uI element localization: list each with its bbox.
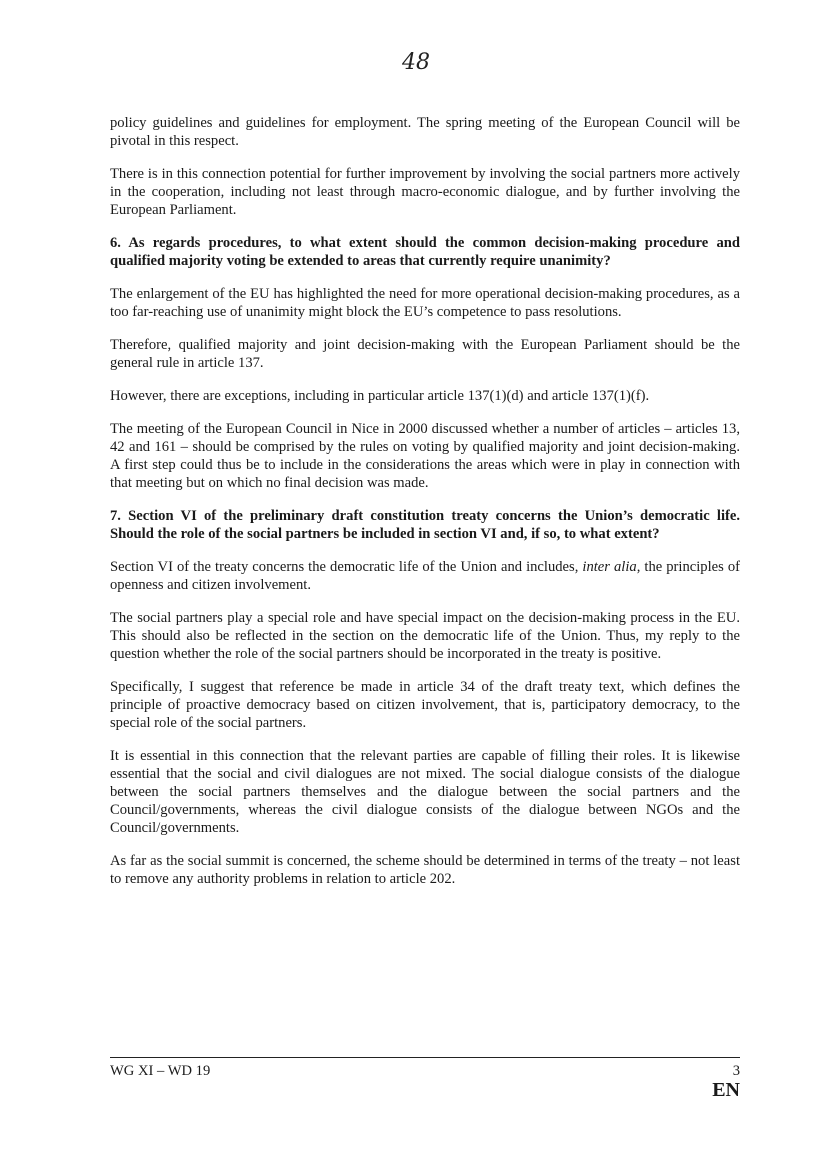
paragraph: However, there are exceptions, including in particular article 137(1)(d) and article 137(1)(f).: [110, 388, 650, 404]
paragraph: The meeting of the European Council in Nice in 2000 discussed whether a number of articles – articles 13, 42 and 161 – should be comprised by the rules on voting by qualified majority and joint decision-making. A first step could thus be to include in the considerations the areas which were in play in connection with that meeting but on which no final decision was made.: [110, 421, 740, 491]
handwritten-page-mark: 48: [402, 50, 430, 75]
document-body: [110, 114, 740, 903]
footer-doc-reference: WG XI – WD 19: [110, 1063, 211, 1079]
paragraph: There is in this connection potential for further improvement by involving the social partners more actively in the cooperation, including not least through macro-economic dialogue, and by further involving the European Parliament.: [110, 166, 740, 218]
paragraph: It is essential in this connection that the relevant parties are capable of filling their roles. It is likewise essential that the social and civil dialogues are not mixed. The social dialogue consists of the dialogue between the social partners themselves and the dialogue between the social partners and the Council/governments, whereas the civil dialogue consists of the dialogue between NGOs and the Council/governments.: [110, 748, 740, 836]
paragraph: Specifically, I suggest that reference be made in article 34 of the draft treaty text, which defines the principle of proactive democracy based on citizen involvement, that is, participatory democracy, to the special role of the social partners.: [110, 679, 740, 731]
paragraph: policy guidelines and guidelines for employment. The spring meeting of the European Council will be pivotal in this respect.: [110, 115, 740, 149]
paragraph: Therefore, qualified majority and joint decision-making with the European Parliament should be the general rule in article 137.: [110, 337, 740, 371]
paragraph: The social partners play a special role and have special impact on the decision-making process in the EU. This should also be reflected in the section on the democratic life of the Union. Thus, my reply to the question whether the role of the social partners should be incorporated in the treaty is positive.: [110, 610, 740, 662]
paragraph: [110, 558, 740, 594]
footer-language-code: EN: [712, 1079, 740, 1101]
footer-page-number: 3: [732, 1063, 740, 1079]
italic-term: inter alia: [582, 559, 637, 575]
paragraph: As far as the social summit is concerned, the scheme should be determined in terms of the treaty – not least to remove any authority problems in relation to article 202.: [110, 853, 740, 887]
question-heading: 7. Section VI of the preliminary draft constitution treaty concerns the Union’s democratic life. Should the role of the social partners be included in section VI and, if so, to what extent?: [110, 508, 740, 542]
question-heading: 6. As regards procedures, to what extent should the common decision-making procedure and qualified majority voting be extended to areas that currently require unanimity?: [110, 235, 740, 269]
paragraph: The enlargement of the EU has highlighted the need for more operational decision-making procedures, as a too far-reaching use of unanimity might block the EU’s competence to pass resolutions.: [110, 286, 740, 320]
footer-divider: [110, 1057, 740, 1058]
paragraph-text: Section VI of the treaty concerns the democratic life of the Union and includes,: [110, 559, 583, 575]
paragraph-text: , the principles of openness and citizen involvement.: [110, 559, 740, 593]
